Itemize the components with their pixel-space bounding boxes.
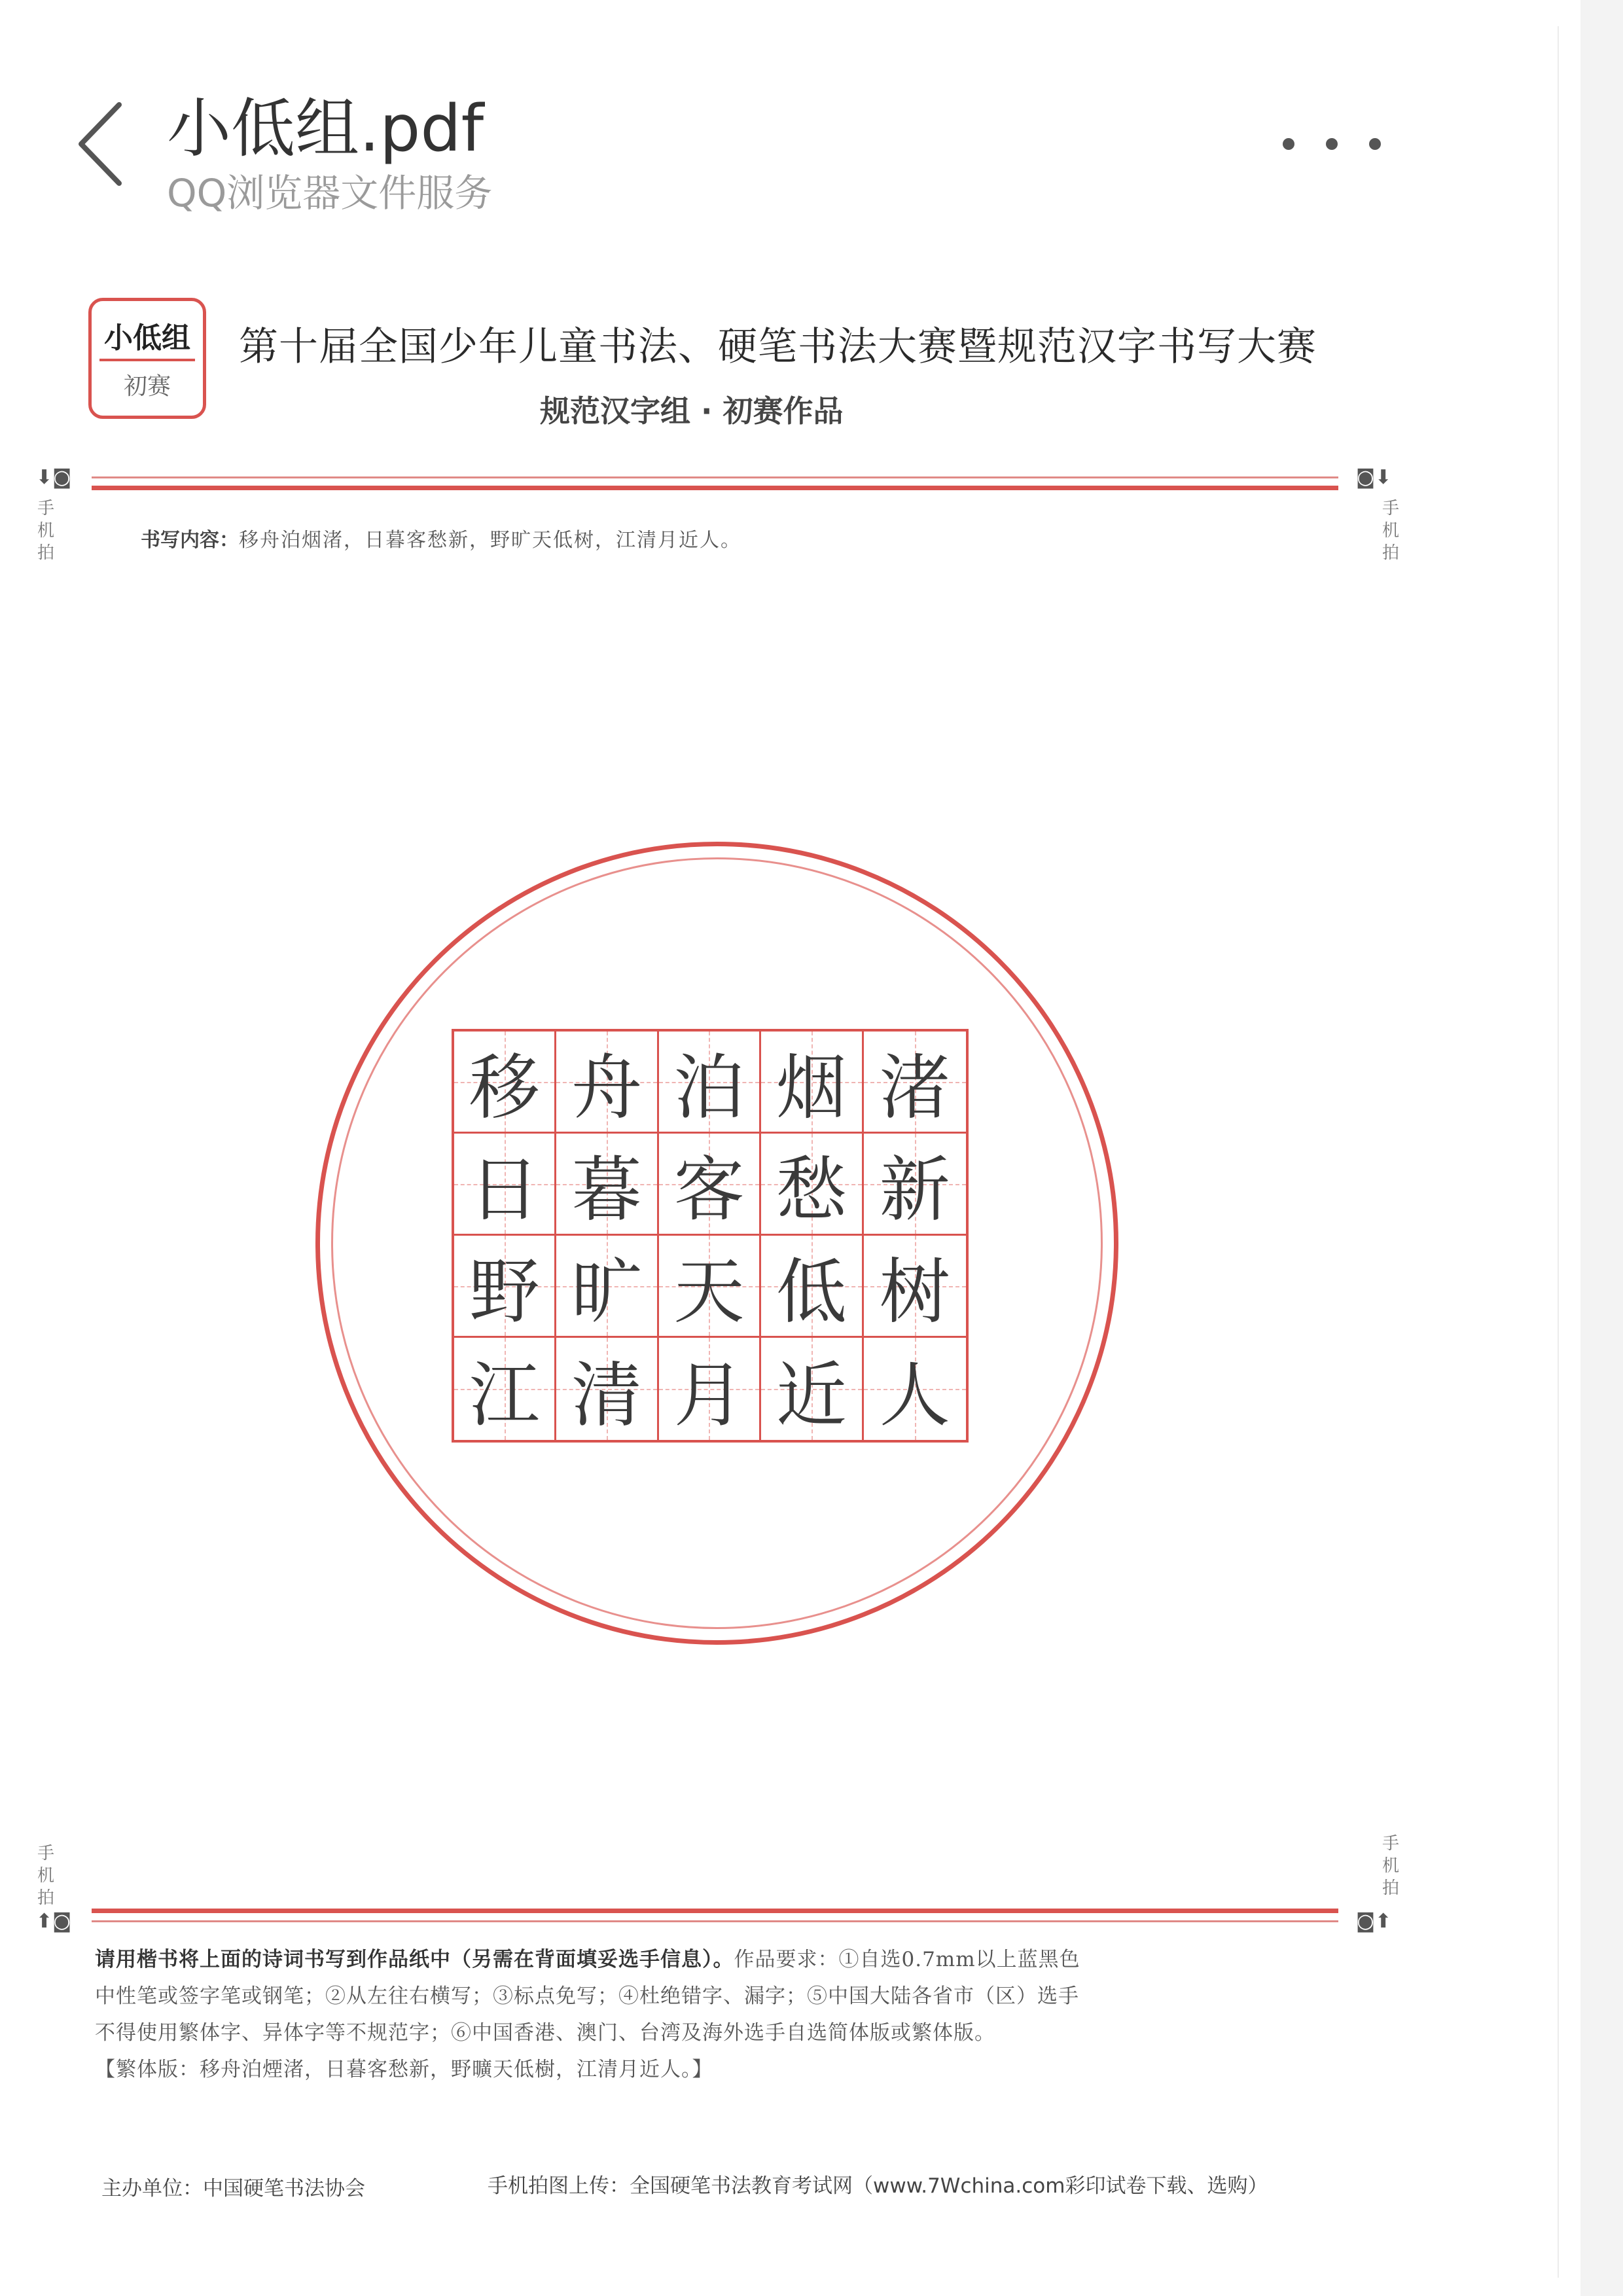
- upload-info: 手机拍图上传：全国硬笔书法教育考试网（www.7Wchina.com彩印试卷下载、选购）: [488, 2174, 1268, 2198]
- corner-text-bottom-left: 手机拍: [37, 1844, 54, 1908]
- camera-icon: ◙: [1356, 466, 1376, 489]
- camera-marker-top-left: ⬇◙: [36, 466, 72, 489]
- file-title: 小低组.pdf: [167, 92, 484, 166]
- footer-rule-thick: [92, 1909, 1338, 1913]
- badge-divider: [99, 359, 195, 361]
- instructions-requirements: 作品要求：①自选0.7mm以上蓝黑色: [734, 1948, 1080, 1971]
- grid-cell: 泊: [659, 1031, 761, 1134]
- contest-subtitle: 规范汉字组 · 初赛作品: [540, 393, 844, 429]
- instructions-line-2: 中性笔或签字笔或钢笔；②从左往右横写；③标点免写；④杜绝错字、漏字；⑤中国大陆各省市（区）选手: [95, 1984, 1079, 2008]
- chevron-left-icon: [72, 98, 131, 190]
- organizer: 主办单位：中国硬笔书法协会: [101, 2177, 365, 2200]
- instructions-line-1: [95, 1943, 1080, 1972]
- header-rule-thin: [92, 476, 1338, 478]
- badge-group-label: 小低组: [104, 321, 190, 355]
- grid-cell: 野: [454, 1236, 556, 1338]
- footer-rule-thin: [92, 1920, 1338, 1922]
- grid-cell: 人: [864, 1338, 966, 1440]
- file-source: QQ浏览器文件服务: [167, 171, 493, 215]
- group-badge: [88, 298, 206, 419]
- more-horizontal-icon: [1369, 138, 1381, 150]
- camera-icon: ◙: [52, 1910, 72, 1933]
- contest-title: 第十届全国少年儿童书法、硬笔书法大赛暨规范汉字书写大赛: [239, 324, 1317, 370]
- corner-text-bottom-right: 手机拍: [1382, 1834, 1399, 1898]
- more-options-button[interactable]: [1283, 124, 1381, 164]
- grid-cell: 渚: [864, 1031, 966, 1134]
- grid-cell: 月: [659, 1338, 761, 1440]
- camera-marker-top-right: ◙⬇: [1356, 466, 1392, 489]
- grid-cell: 愁: [761, 1134, 863, 1236]
- camera-marker-bottom-left: ⬆◙: [36, 1910, 72, 1933]
- grid-cell: 舟: [556, 1031, 658, 1134]
- page-edge: [1580, 0, 1623, 2296]
- grid-cell: 暮: [556, 1134, 658, 1236]
- writing-content-label: 书写内容：: [141, 529, 239, 552]
- grid-cell: 清: [556, 1338, 658, 1440]
- more-horizontal-icon: [1283, 138, 1294, 150]
- header-rule-thick: [92, 486, 1338, 490]
- grid-cell: 旷: [556, 1236, 658, 1338]
- more-horizontal-icon: [1326, 138, 1338, 150]
- grid-cell: 客: [659, 1134, 761, 1236]
- camera-icon: ◙: [1356, 1910, 1376, 1933]
- grid-cell: 树: [864, 1236, 966, 1338]
- grid-cell: 新: [864, 1134, 966, 1236]
- grid-cell: 天: [659, 1236, 761, 1338]
- grid-cell: 移: [454, 1031, 556, 1134]
- writing-grid: [452, 1029, 969, 1443]
- instructions-line-3: 不得使用繁体字、异体字等不规范字；⑥中国香港、澳门、台湾及海外选手自选简体版或繁体版。: [95, 2021, 995, 2045]
- instructions-line-4: 【繁体版：移舟泊煙渚，日暮客愁新，野曠天低樹，江清月近人。】: [95, 2058, 713, 2081]
- corner-text-top-right: 手机拍: [1382, 499, 1399, 563]
- grid-cell: 江: [454, 1338, 556, 1440]
- grid-cell: 日: [454, 1134, 556, 1236]
- page-edge-line: [1558, 26, 1559, 2278]
- grid-cell: 近: [761, 1338, 863, 1440]
- back-button[interactable]: [72, 98, 131, 190]
- corner-text-top-left: 手机拍: [37, 499, 54, 563]
- badge-round-label: 初赛: [123, 373, 171, 400]
- grid-cell: 低: [761, 1236, 863, 1338]
- writing-content-text: 移舟泊烟渚，日暮客愁新，野旷天低树，江清月近人。: [239, 529, 741, 552]
- grid-cell: 烟: [761, 1031, 863, 1134]
- instructions-lead: 请用楷书将上面的诗词书写到作品纸中（另需在背面填妥选手信息）。: [95, 1948, 734, 1971]
- camera-marker-bottom-right: ◙⬆: [1356, 1910, 1392, 1933]
- writing-content: [141, 524, 741, 552]
- camera-icon: ◙: [52, 466, 72, 489]
